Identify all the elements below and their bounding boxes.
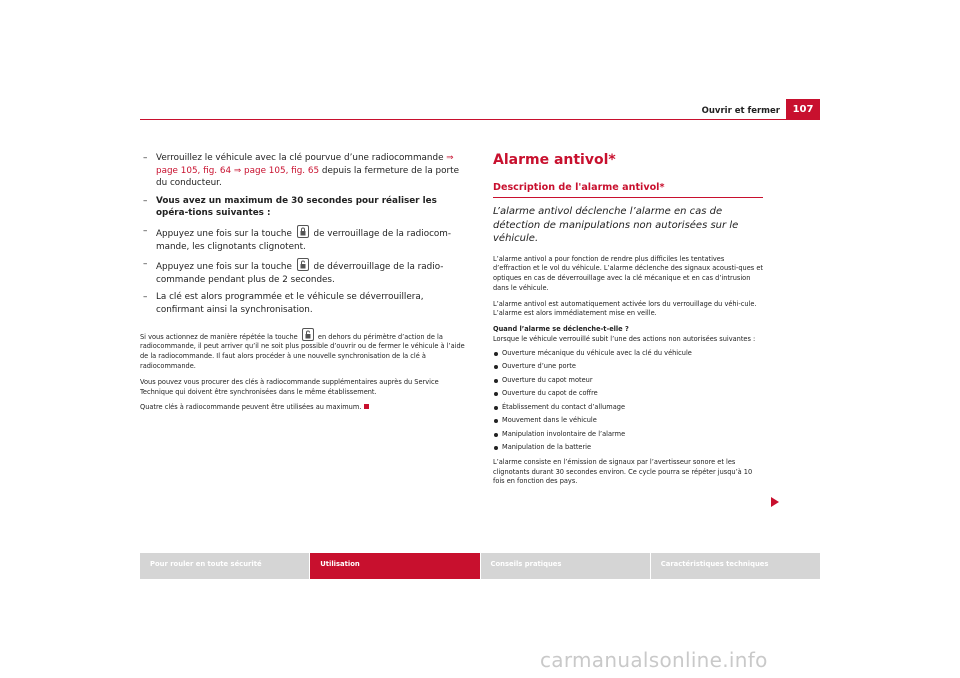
step-text: Appuyez une fois sur la touche xyxy=(156,228,295,239)
body-paragraph: L’alarme antivol a pour fonction de rendre plus difficiles les tentatives d’effraction et le vol du véhicule. L’alarme déclenche des signaux acousti-ques et optiques en cas de déverrouillage avec la clé mécanique et en cas d’intrusion dans le véhicule. xyxy=(493,254,763,292)
trigger-list xyxy=(493,347,763,455)
unlock-key-icon xyxy=(302,328,314,341)
body-paragraph: Lorsque le véhicule verrouillé subit l’une des actions non autorisées suivantes : xyxy=(493,335,756,344)
list-item: Ouverture d’une porte xyxy=(493,360,763,374)
page-reference-link[interactable]: ⇒ page 105, fig. 64 ⇒ page 105, fig. 65 xyxy=(156,153,454,176)
step-text: Verrouillez le véhicule avec la clé pourvue d’une radiocommande xyxy=(156,153,447,163)
step-item: – Appuyez une fois sur la touche de verrouillage de la radiocom-mande, les clignotants clignotent. xyxy=(143,225,452,252)
left-column xyxy=(140,152,470,419)
list-item: Manipulation involontaire de l’alarme xyxy=(493,428,763,442)
note-text: Si vous actionnez de manière répétée la touche xyxy=(140,332,300,341)
step-item: – Appuyez une fois sur la touche de déverrouillage de la radio-commande pendant plus de 2 secondes. xyxy=(143,259,444,285)
list-item: Établissement du contact d’allumage xyxy=(493,401,763,415)
section-end-marker xyxy=(364,404,369,409)
body-paragraph: L’alarme consiste en l’émission de signaux par l’avertisseur sonore et les clignotants durant 30 secondes environ. Ce cycle pourra se répéter jusqu’à 10 fois en fonction des pays. xyxy=(493,457,753,486)
list-item: Ouverture du capot de coffre xyxy=(493,387,763,401)
step-item: – Verrouillez le véhicule avec la clé pourvue d’une radiocommande ⇒ page 105, fig. 64 ⇒ page 105, fig. 65 depuis la fermeture de la porte du conducteur. xyxy=(143,153,459,189)
list-item: Manipulation de la batterie xyxy=(493,441,763,455)
list-item: Ouverture du capot moteur xyxy=(493,374,763,388)
lead-paragraph: L’alarme antivol déclenche l’alarme en cas de détection de manipulations non autorisées sur le véhicule. xyxy=(493,206,739,244)
step-text: depuis la fermeture de la porte du conducteur. xyxy=(156,165,459,189)
continue-arrow-icon xyxy=(771,497,779,507)
page-header-title: Ouvrir et fermer xyxy=(701,106,780,116)
unlock-key-icon xyxy=(297,258,309,271)
section-heading: Alarme antivol* xyxy=(493,152,616,168)
watermark: carmanualsonline.info xyxy=(540,648,768,672)
step-text: de déverrouillage de la radio-commande pendant plus de 2 secondes. xyxy=(156,262,444,285)
footer-navigation xyxy=(140,553,820,579)
step-text: Appuyez une fois sur la touche xyxy=(156,262,295,273)
list-item: Ouverture mécanique du véhicule avec la clé du véhicule xyxy=(493,347,763,361)
footer-tab-utilisation[interactable]: Utilisation xyxy=(310,553,479,579)
page-number: 107 xyxy=(786,99,820,119)
section-subheading: Description de l'alarme antivol* xyxy=(493,182,763,198)
note-text: Quatre clés à radiocommande peuvent être utilisées au maximum. xyxy=(140,403,362,412)
footer-tab-specs[interactable]: Caractéristiques techniques xyxy=(651,553,820,579)
question-heading: Quand l’alarme se déclenche-t-elle ? xyxy=(493,325,629,334)
note-paragraph: Vous pouvez vous procurer des clés à radiocommande supplémentaires auprès du Service Technique qui doivent être synchronisées dans le même établissement. xyxy=(140,377,439,396)
list-item: Mouvement dans le véhicule xyxy=(493,414,763,428)
right-column xyxy=(493,152,763,493)
step-item: – Vous avez un maximum de 30 secondes pour réaliser les opéra-tions suivantes : xyxy=(143,195,437,219)
header-rule xyxy=(140,119,820,120)
note-text: en dehors du périmètre d’action de la radiocommande, il peut arriver qu’il ne soit plus possible d’ouvrir ou de fermer le véhicule à l’aide de la radiocommande. Il faut alors procéder à une nouvelle synchronisation de la clé à radiocommande. xyxy=(140,332,465,370)
body-paragraph: L’alarme antivol est automatiquement activée lors du verrouillage du véhi-cule. L’alarme est alors immédiatement mise en veille. xyxy=(493,299,757,318)
footer-tab-safety[interactable]: Pour rouler en toute sécurité xyxy=(140,553,309,579)
step-bold-text: Vous avez un maximum de 30 secondes pour réaliser les opéra-tions suivantes : xyxy=(156,195,437,219)
step-item: – La clé est alors programmée et le véhicule se déverrouillera, confirmant ainsi la synchronisation. xyxy=(143,292,424,315)
note-paragraph xyxy=(140,403,470,413)
lock-key-icon xyxy=(297,225,309,238)
step-text: La clé est alors programmée et le véhicule se déverrouillera, confirmant ainsi la synchronisation. xyxy=(156,292,424,315)
note-paragraph xyxy=(140,328,470,372)
step-text: de verrouillage de la radiocom-mande, les clignotants clignotent. xyxy=(156,228,452,252)
footer-tab-tips[interactable]: Conseils pratiques xyxy=(481,553,650,579)
